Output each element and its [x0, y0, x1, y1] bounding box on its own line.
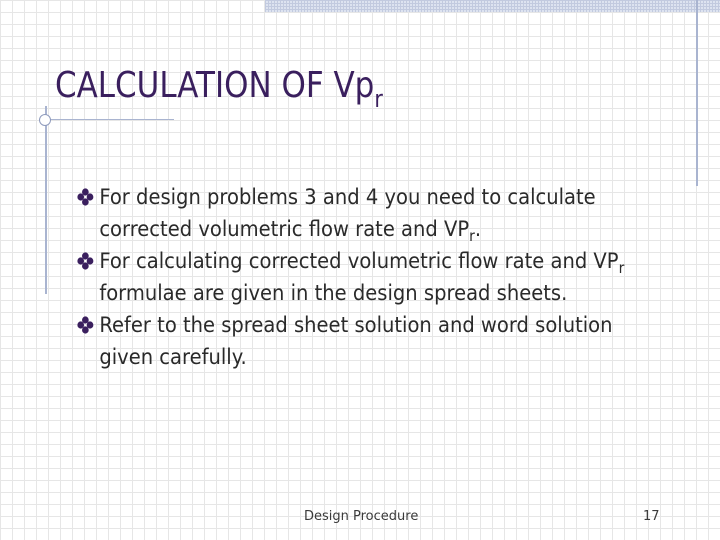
bullet-subscript: r	[618, 259, 625, 277]
bullet-text-end: formulae are given in the design spread sheets.	[99, 281, 568, 305]
bullet-text: Refer to the spread sheet solution and word solution given carefully.	[99, 313, 613, 369]
slide-title-text: CALCULATION OF Vp	[55, 65, 375, 106]
page-number: 17	[643, 509, 660, 524]
right-vertical-rule	[696, 0, 698, 186]
slide-title	[55, 62, 383, 113]
bullet-item	[77, 245, 657, 309]
bullet-text-end: .	[474, 217, 482, 241]
bullet-text: For calculating corrected volumetric flow rate and VP	[99, 249, 619, 273]
slide-title-subscript: r	[374, 85, 383, 113]
diamond-bullet-icon	[77, 252, 94, 270]
bullet-subscript: r	[469, 227, 475, 245]
left-vertical-rule	[45, 106, 47, 294]
bullet-text: For design problems 3 and 4 you need to calculate corrected volumetric flow rate and VP	[99, 185, 596, 241]
diamond-bullet-icon	[77, 316, 94, 334]
footer-title: Design Procedure	[304, 509, 419, 524]
crosshair-circle-icon	[39, 114, 51, 126]
top-decorative-band	[265, 0, 720, 12]
title-underline-rule	[40, 119, 174, 120]
diamond-bullet-icon	[77, 188, 94, 206]
bullet-list	[77, 181, 717, 373]
bullet-item	[77, 181, 657, 245]
bullet-item	[77, 309, 657, 373]
